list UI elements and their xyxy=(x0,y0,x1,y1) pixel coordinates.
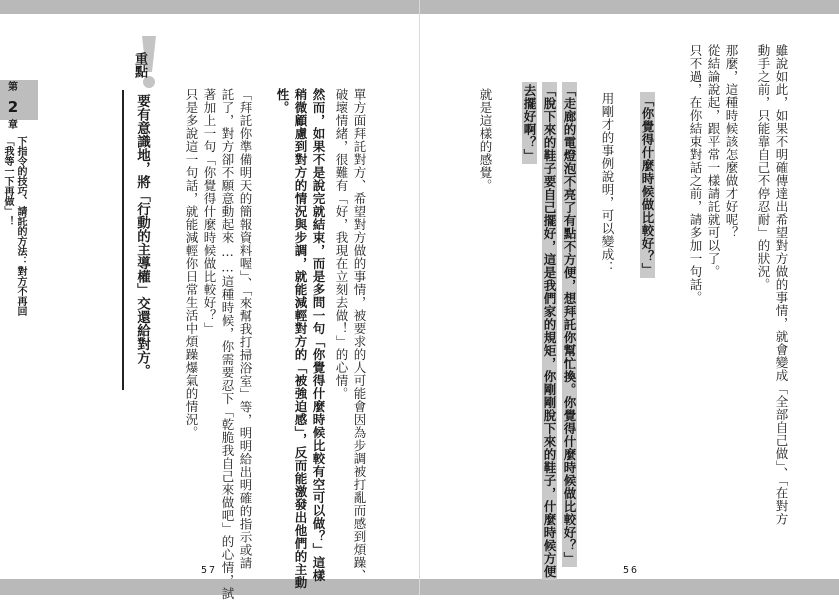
chapter-number: 2 xyxy=(7,98,19,116)
right-para2-line3: 只不過，在你結束對話之前，請多加一句話。 xyxy=(688,44,703,304)
left-para2-line2: 稍微顧慮到對方的情況與步調，就能減輕對方的「被強迫感」，反而能激發出他們的主動 xyxy=(293,88,308,589)
right-highlight1 xyxy=(638,92,656,278)
right-highlight2-line1 xyxy=(560,82,578,567)
right-page xyxy=(420,0,839,595)
highlight-example-3: 去擺好啊？」 xyxy=(522,84,537,162)
left-para3-line1: 「拜託你準備明天的簡報資料喔」、「來幫我打掃浴室」等，明明給出明確的指示或請 xyxy=(238,88,253,570)
chapter-title-line2: 「我等一下再做」！ xyxy=(2,136,13,226)
left-page xyxy=(0,0,419,600)
top-band xyxy=(420,0,839,14)
right-para3: 用剛才的事例說明，可以變成： xyxy=(600,92,615,274)
key-point-text: 要有意識地，將「行動的主導權」交還給對方。 xyxy=(134,94,150,378)
chapter-title-line1: 下指令的技巧、請託的方法：對方不再回 xyxy=(15,136,26,316)
chapter-tab xyxy=(0,80,38,398)
right-para1-line1: 雖說如此，如果不明確傳達出希望對方做的事情，就會變成「全部自己做」、「在對方 xyxy=(774,44,789,526)
right-para2-line1: 那麼，這種時候該怎麼做才好呢？ xyxy=(724,44,739,239)
page-number-left: 57 xyxy=(201,565,218,576)
key-point-rule xyxy=(122,90,124,390)
top-band xyxy=(0,0,419,14)
highlight-example-2: 「脫下來的鞋子要自己擺好，這是我們家的規矩，你剛剛脫下來的鞋子，什麼時候方便 xyxy=(542,84,557,578)
left-para2-line3: 性。 xyxy=(275,88,290,114)
left-para1-line2: 破壞情緒，很難有「好，我現在立刻去做！」的心情。 xyxy=(334,88,349,400)
left-para1-line1: 單方面拜託對方、希望對方做的事情，被要求的人可能會因為步調被打亂而感到煩躁、 xyxy=(352,88,367,582)
left-para2-line1: 然而，如果不是說完就結束，而是多問一句「你覺得什麼時候比較有空可以做？」這樣 xyxy=(311,88,326,582)
chapter-suffix: 章 xyxy=(8,120,18,131)
left-para3-line3: 著加上一句「你覺得什麼時候做比較好？」 xyxy=(202,88,217,335)
chapter-char: 第 xyxy=(8,82,18,93)
right-para2-line2: 從結論說起，跟平常一樣請託就可以了。 xyxy=(706,44,721,278)
left-para3-line4: 只是多說這一句話，就能減輕你日常生活中煩躁爆氣的情況。 xyxy=(184,88,199,439)
highlight-question: 「你覺得什麼時候做比較好？」 xyxy=(640,94,655,276)
right-para4: 就是這樣的感覺。 xyxy=(478,88,493,192)
right-highlight2-line2 xyxy=(540,82,558,580)
page-number-right: 56 xyxy=(623,565,640,576)
highlight-example-1: 「走廊的電燈泡不亮了有點不方便，想拜託你幫忙換。你覺得什麼時候做比較好？」 xyxy=(562,84,577,565)
bottom-band xyxy=(420,579,839,595)
right-highlight2-line3 xyxy=(520,82,538,164)
key-point-label: 重點 xyxy=(132,52,147,78)
right-para1-line2: 動手之前，只能靠自己不停忍耐」的狀況。 xyxy=(756,44,771,291)
left-para3-line2: 託了，對方卻不願意動起來……這種時候，你需要忍下「乾脆我自己來做吧」的心情，試 xyxy=(220,88,235,600)
